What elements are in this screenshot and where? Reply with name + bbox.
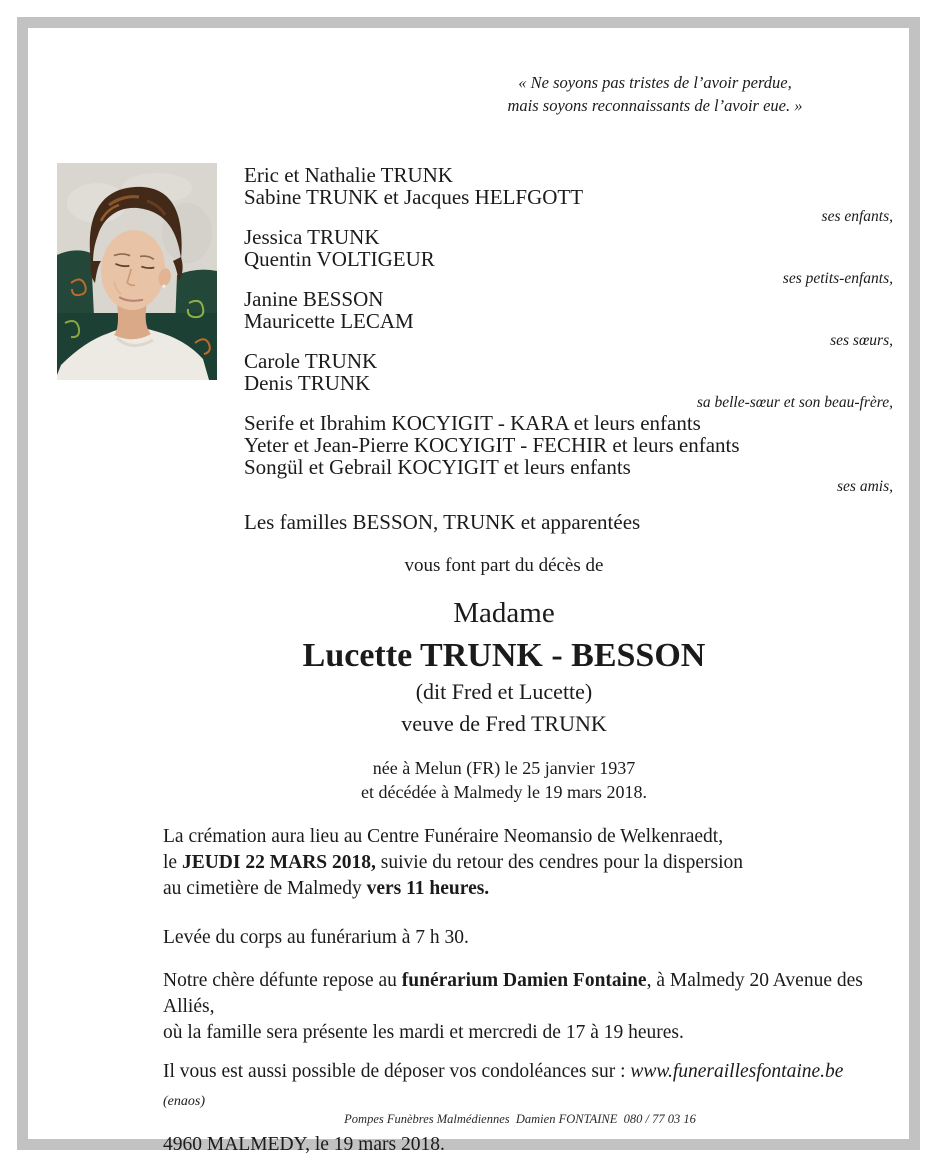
relation-label: ses enfants, xyxy=(821,208,893,225)
name-line: Quentin VOLTIGEUR xyxy=(244,247,435,271)
repose-line-2: où la famille sera présente les mardi et mercredi de 17 à 19 heures. xyxy=(163,1022,684,1043)
quote-line-2: mais soyons reconnaissants de l’avoir eue. » xyxy=(507,96,803,115)
deceased-nickname: (dit Fred et Lucette) xyxy=(415,679,593,704)
portrait-photo-illustration xyxy=(57,163,217,380)
condolences-prefix: Il vous est aussi possible de déposer vos condoléances sur : xyxy=(163,1061,631,1082)
cremation-line-1: La crémation aura lieu au Centre Funéraire Neomansio de Welkenraedt, xyxy=(163,826,724,847)
repose-paragraph xyxy=(163,968,877,1046)
widow-line: veuve de Fred TRUNK xyxy=(401,711,607,736)
birth-death-lines xyxy=(168,756,840,804)
name-line: Carole TRUNK xyxy=(244,349,378,373)
relation-label: sa belle-sœur et son beau-frère, xyxy=(696,394,893,411)
name-line: Mauricette LECAM xyxy=(244,309,414,333)
families-line: Les familles BESSON, TRUNK et apparentées xyxy=(244,510,641,534)
funerarium-name-bold: funérarium Damien Fontaine xyxy=(401,970,647,991)
name-line: Janine BESSON xyxy=(244,287,384,311)
birth-line: née à Melun (FR) le 25 janvier 1937 xyxy=(372,758,636,778)
cremation-paragraph xyxy=(163,824,877,902)
family-group-inlaws xyxy=(244,350,893,412)
cremation-line-3-prefix: au cimetière de Malmedy xyxy=(163,878,367,899)
relation-label: ses petits-enfants, xyxy=(782,270,893,287)
repose-prefix: Notre chère défunte repose au xyxy=(163,970,402,991)
name-line: Denis TRUNK xyxy=(244,371,371,395)
death-announcement xyxy=(168,554,840,804)
portrait-photo xyxy=(57,163,217,380)
repose-rest: , à Malmedy 20 Avenue des Alliés, xyxy=(163,970,863,1017)
name-line: Jessica TRUNK xyxy=(244,225,380,249)
name-line: Eric et Nathalie TRUNK xyxy=(244,163,453,187)
deceased-name: Lucette TRUNK - BESSON xyxy=(302,637,706,674)
death-line: et décédée à Malmedy le 19 mars 2018. xyxy=(361,782,647,802)
quote-line-1: « Ne soyons pas tristes de l’avoir perdue, xyxy=(518,73,792,92)
city-date-line: 4960 MALMEDY, le 19 mars 2018. xyxy=(163,1134,445,1155)
family-group-children xyxy=(244,164,893,226)
family-group-friends xyxy=(244,412,893,496)
relation-label: ses sœurs, xyxy=(830,332,893,349)
cremation-line-2-prefix: le xyxy=(163,852,182,873)
memorial-quote xyxy=(435,71,875,117)
levee-paragraph: Levée du corps au funérarium à 7 h 30. xyxy=(163,927,469,948)
cremation-date-bold: JEUDI 22 MARS 2018, xyxy=(181,852,376,873)
condolences-website: www.funeraillesfontaine.be xyxy=(630,1061,844,1082)
condolences-enaos: (enaos) xyxy=(163,1094,205,1109)
family-group-sisters xyxy=(244,288,893,350)
cremation-line-2-rest: suivie du retour des cendres pour la dispersion xyxy=(375,852,744,873)
cremation-time-bold: vers 11 heures. xyxy=(366,878,490,899)
name-line: Sabine TRUNK et Jacques HELFGOTT xyxy=(244,185,584,209)
relation-label: ses amis, xyxy=(837,478,893,495)
deceased-title: Madame xyxy=(453,597,555,629)
name-line: Yeter et Jean-Pierre KOCYIGIT - FECHIR et leurs enfants xyxy=(244,433,740,457)
name-line: Serife et Ibrahim KOCYIGIT - KARA et leurs enfants xyxy=(244,411,701,435)
family-list xyxy=(244,164,893,533)
condolences-paragraph xyxy=(163,1059,877,1115)
ceremony-details xyxy=(163,824,877,1158)
announcement-intro: vous font part du décès de xyxy=(404,555,604,576)
name-line: Songül et Gebrail KOCYIGIT et leurs enfants xyxy=(244,455,631,479)
family-group-grandchildren xyxy=(244,226,893,288)
funeral-home-footer: Pompes Funèbres Malmédiennes Damien FONTAINE 080 / 77 03 16 xyxy=(344,1112,696,1126)
